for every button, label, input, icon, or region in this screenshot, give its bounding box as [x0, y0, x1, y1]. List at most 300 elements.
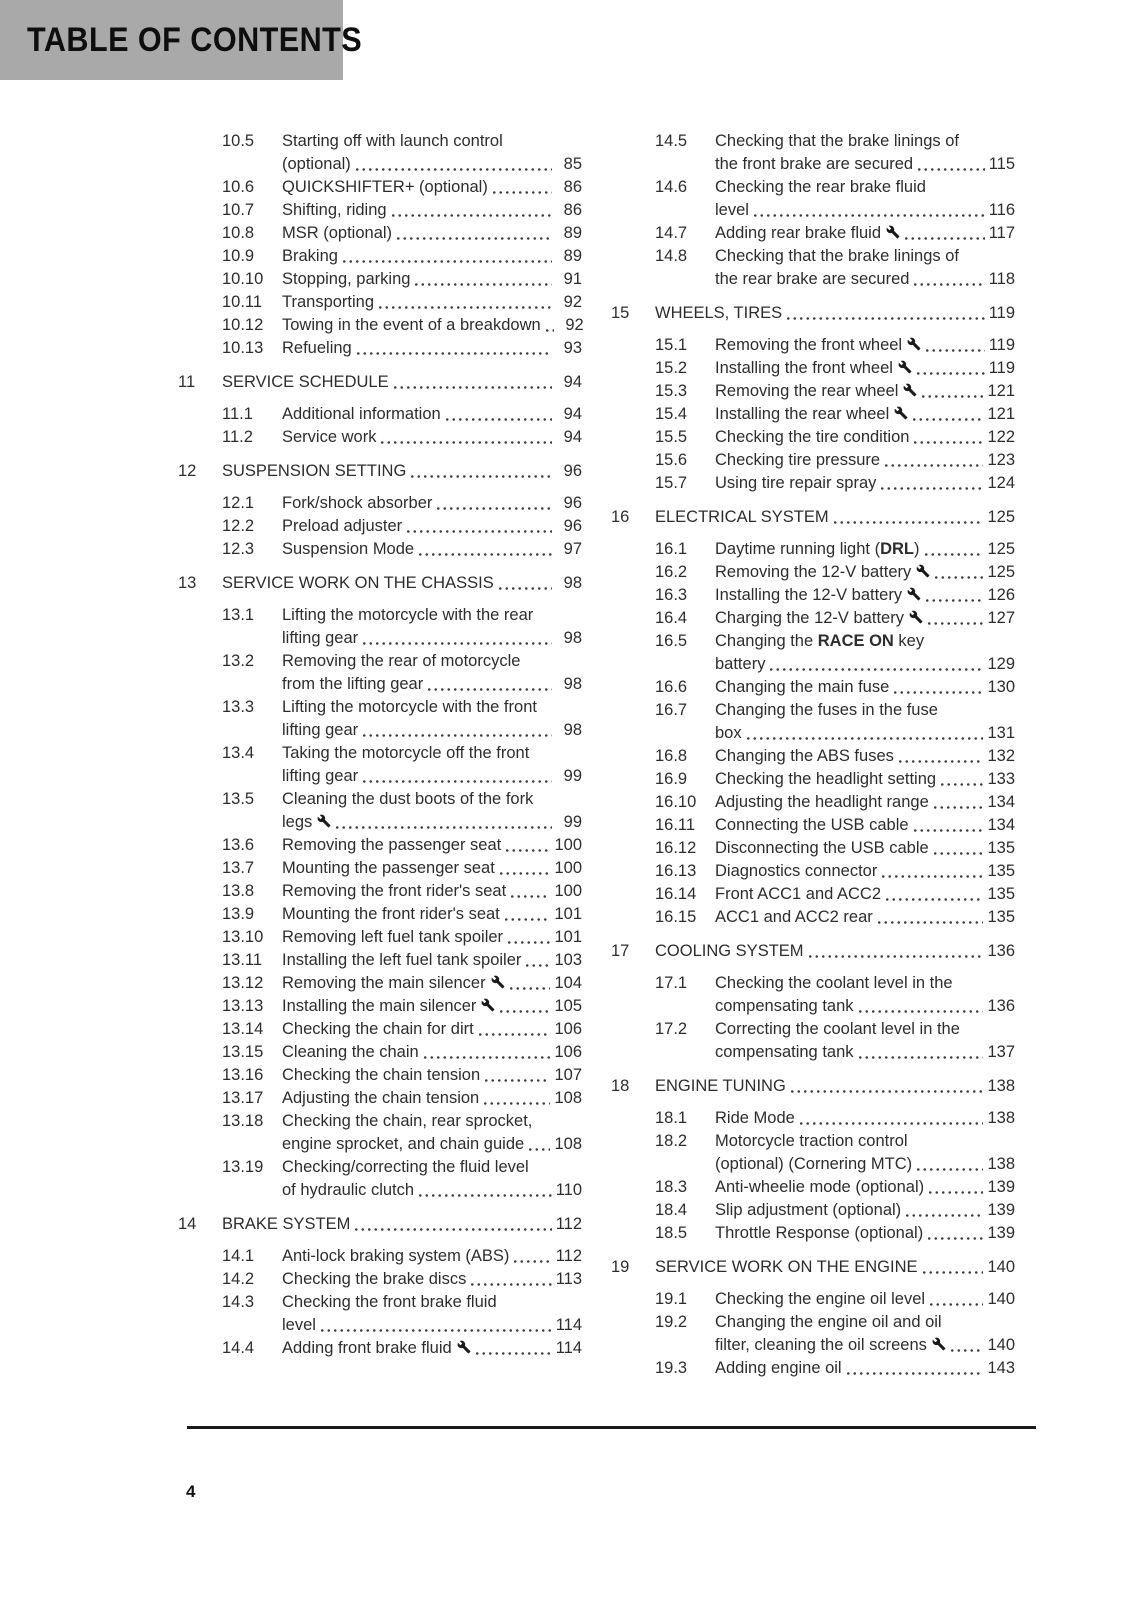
toc-entry-number: 10.13: [222, 339, 264, 357]
toc-chapter-entry: [611, 506, 1015, 529]
toc-entry-body: [715, 357, 1015, 380]
toc-entry-body: [655, 506, 1015, 529]
dot-leader: [390, 199, 552, 222]
dot-leader: [341, 245, 552, 268]
toc-entry-last-line: [715, 814, 1015, 837]
page-number: 4: [186, 1482, 196, 1501]
toc-entry-page: 92: [565, 316, 584, 334]
toc-entry-page: 132: [987, 747, 1015, 765]
toc-entry-body: [715, 538, 1015, 561]
toc-entry-last-line: [715, 768, 1015, 791]
toc-entry-page: 114: [555, 1339, 582, 1357]
toc-entry: [178, 834, 582, 857]
toc-entry-body: [715, 883, 1015, 906]
toc-entry-number: 16.12: [655, 839, 697, 857]
toc-entry-last-line: [715, 1199, 1015, 1222]
toc-entry-title: Braking: [282, 247, 338, 265]
dot-leader: [426, 673, 552, 696]
toc-entry-title: from the lifting gear: [282, 675, 424, 693]
dot-leader: [527, 1133, 550, 1156]
toc-entry-title: Anti-lock braking system (ABS): [282, 1247, 510, 1265]
toc-entry-title-line: Cleaning the dust boots of the fork: [282, 790, 534, 808]
toc-entry-number: 15: [611, 304, 630, 322]
toc-entry-last-line: [715, 745, 1015, 768]
toc-entry-title: Removing the front wheel: [715, 334, 921, 357]
toc-entry-page: 98: [563, 629, 582, 647]
toc-entry-title: ELECTRICAL SYSTEM: [655, 508, 829, 526]
dot-leader: [879, 472, 983, 495]
toc-entry: [611, 814, 1015, 837]
toc-entry-title: Mounting the front rider's seat: [282, 905, 500, 923]
toc-entry-title-line: Removing the rear of motorcycle: [282, 652, 521, 670]
toc-entry-page: 135: [987, 839, 1015, 857]
toc-entry-number: 13.19: [222, 1158, 264, 1176]
dot-leader: [422, 1041, 551, 1064]
toc-entry: [611, 791, 1015, 814]
toc-entry-title: Installing the 12-V battery: [715, 584, 921, 607]
toc-entry: [611, 334, 1015, 357]
toc-entry-page: 96: [563, 462, 582, 480]
toc-entry-body: [655, 302, 1015, 325]
toc-entry-body: [715, 1018, 1015, 1064]
toc-entry-title: Adding engine oil: [715, 1359, 842, 1377]
wrench-icon: [894, 406, 908, 420]
toc-entry: [611, 699, 1015, 745]
toc-entry-number: 18.5: [655, 1224, 688, 1242]
toc-entry-last-line: [715, 906, 1015, 929]
dot-leader: [932, 837, 984, 860]
toc-entry-title: Removing the passenger seat: [282, 836, 502, 854]
dot-leader: [807, 940, 984, 963]
toc-entry-body: [715, 676, 1015, 699]
toc-entry-last-line: [715, 449, 1015, 472]
dot-leader: [377, 291, 552, 314]
toc-entry-number: 16.7: [655, 701, 688, 719]
toc-entry: [611, 1130, 1015, 1176]
toc-entry-title-line: Checking the front brake fluid: [282, 1293, 497, 1311]
dot-leader: [334, 811, 552, 834]
toc-entry-title: Refueling: [282, 339, 352, 357]
toc-entry-last-line: [715, 561, 1015, 584]
toc-entry-last-line: [282, 403, 582, 426]
dot-leader: [884, 883, 983, 906]
toc-entry-number: 12.3: [222, 540, 255, 558]
toc-entry-last-line: [282, 949, 582, 972]
toc-entry-title: Changing the main fuse: [715, 678, 890, 696]
toc-entry-last-line: [282, 1314, 582, 1337]
toc-entry-number: 15.3: [655, 382, 688, 400]
toc-entry-page: 140: [987, 1336, 1015, 1354]
toc-entry-title: Removing the rear wheel: [715, 380, 917, 403]
toc-entry-number: 16.15: [655, 908, 697, 926]
toc-entry: [178, 1087, 582, 1110]
toc-entry: [178, 1245, 582, 1268]
toc-entry-number: 15.6: [655, 451, 688, 469]
wrench-icon: [916, 564, 930, 578]
toc-entry-last-line: [715, 837, 1015, 860]
toc-entry-last-line: [282, 673, 582, 696]
toc-entry-last-line: [715, 995, 1015, 1018]
toc-entry-title: BRAKE SYSTEM: [222, 1215, 351, 1233]
toc-entry-title-line: Checking that the brake linings of: [715, 132, 959, 150]
toc-entry: [611, 676, 1015, 699]
dot-leader: [512, 1245, 551, 1268]
toc-entry-body: [715, 561, 1015, 584]
toc-entry-body: [282, 1245, 582, 1268]
dot-leader: [915, 357, 985, 380]
toc-entry-page: 100: [554, 836, 582, 854]
toc-entry-number: 13.17: [222, 1089, 264, 1107]
toc-entry-page: 126: [987, 586, 1015, 604]
toc-entry-page: 94: [563, 405, 582, 423]
toc-entry-last-line: [282, 1133, 582, 1156]
toc-entry-body: [282, 604, 582, 650]
toc-entry-number: 19.3: [655, 1359, 688, 1377]
toc-entry: [178, 337, 582, 360]
dot-leader: [361, 719, 552, 742]
toc-entry-title: Diagnostics connector: [715, 862, 878, 880]
toc-entry: [178, 130, 582, 176]
wrench-icon: [907, 337, 921, 351]
toc-entry: [611, 176, 1015, 222]
dot-leader: [752, 199, 985, 222]
toc-entry: [178, 696, 582, 742]
toc-entry-number: 10.11: [222, 293, 263, 311]
toc-entry-title: level: [282, 1316, 316, 1334]
dot-leader: [483, 1064, 550, 1087]
toc-entry-last-line: [715, 403, 1015, 426]
toc-entry-page: 136: [987, 997, 1015, 1015]
dot-leader: [768, 653, 983, 676]
toc-entry: [611, 245, 1015, 291]
toc-entry-title: Removing the 12-V battery: [715, 561, 930, 584]
toc-entry-page: 107: [554, 1066, 582, 1084]
toc-entry-page: 114: [555, 1316, 582, 1334]
dot-leader: [482, 1087, 550, 1110]
toc-entry-page: 116: [988, 201, 1015, 219]
toc-entry-number: 14.7: [655, 224, 688, 242]
toc-entry-page: 108: [554, 1089, 582, 1107]
dot-leader: [903, 222, 985, 245]
toc-entry-page: 143: [987, 1359, 1015, 1377]
toc-entry: [611, 1107, 1015, 1130]
toc-entry-body: [715, 1176, 1015, 1199]
toc-entry-last-line: [282, 1245, 582, 1268]
toc-entry-body: [282, 403, 582, 426]
dot-leader: [745, 722, 984, 745]
toc-entry-body: [282, 130, 582, 176]
toc-entry-last-line: [282, 834, 582, 857]
toc-entry-last-line: [282, 1179, 582, 1202]
toc-entry: [178, 926, 582, 949]
dot-leader: [497, 572, 552, 595]
toc-entry: [178, 880, 582, 903]
toc-entry-last-line: [282, 1268, 582, 1291]
toc-entry-body: [655, 1075, 1015, 1098]
toc-entry-title: box: [715, 724, 742, 742]
toc-entry-body: [282, 834, 582, 857]
toc-entry-last-line: [715, 607, 1015, 630]
toc-entry: [178, 604, 582, 650]
toc-entry-page: 106: [554, 1043, 582, 1061]
toc-entry-last-line: [282, 268, 582, 291]
toc-entry-page: 103: [554, 951, 582, 969]
toc-entry-last-line: [282, 245, 582, 268]
toc-entry-last-line: [655, 1075, 1015, 1098]
toc-entry-title: Using tire repair spray: [715, 474, 877, 492]
toc-entry-page: 125: [987, 540, 1015, 558]
toc-entry-body: [715, 1288, 1015, 1311]
toc-entry-body: [715, 130, 1015, 176]
toc-entry: [611, 768, 1015, 791]
toc-entry-title: (optional): [282, 155, 351, 173]
wrench-icon: [491, 975, 505, 989]
toc-entry-title: Adding rear brake fluid: [715, 222, 900, 245]
toc-chapter-entry: [178, 1213, 582, 1236]
toc-entry-page: 101: [554, 928, 582, 946]
dot-leader: [354, 153, 552, 176]
dot-leader: [392, 371, 552, 394]
toc-entry-title: Installing the main silencer: [282, 995, 495, 1018]
toc-entry-number: 13.8: [222, 882, 255, 900]
toc-entry-page: 140: [987, 1290, 1015, 1308]
toc-entry-body: [222, 371, 582, 394]
toc-entry-title: Installing the front wheel: [715, 357, 912, 380]
toc-entry-page: 122: [987, 428, 1015, 446]
wrench-icon: [932, 1337, 946, 1351]
toc-entry-title: Removing left fuel tank spoiler: [282, 928, 504, 946]
toc-entry-body: [282, 1268, 582, 1291]
toc-entry: [611, 1018, 1015, 1064]
toc-entry-number: 13.13: [222, 997, 264, 1015]
bold-term: DRL: [880, 540, 914, 558]
dot-leader: [927, 1176, 983, 1199]
toc-entry-body: [715, 403, 1015, 426]
dot-leader: [353, 1213, 551, 1236]
toc-entry-title: Daytime running light (DRL): [715, 540, 920, 558]
toc-entry-last-line: [655, 302, 1015, 325]
toc-entry-last-line: [715, 222, 1015, 245]
toc-entry-number: 18.4: [655, 1201, 688, 1219]
toc-entry: [178, 1337, 582, 1360]
toc-entry-body: [282, 949, 582, 972]
toc-entry-body: [282, 1110, 582, 1156]
toc-entry: [178, 1156, 582, 1202]
toc-entry-number: 13.7: [222, 859, 255, 877]
toc-entry-number: 13.3: [222, 698, 255, 716]
toc-entry-number: 16.3: [655, 586, 688, 604]
toc-entry: [611, 607, 1015, 630]
toc-entry-number: 14.8: [655, 247, 688, 265]
toc-entry-page: 135: [987, 885, 1015, 903]
dot-leader: [904, 1199, 983, 1222]
dot-leader: [897, 745, 984, 768]
toc-entry-number: 10.9: [222, 247, 255, 265]
toc-entry-body: [282, 268, 582, 291]
toc-entry-number: 13.14: [222, 1020, 264, 1038]
toc-entry: [178, 903, 582, 926]
toc-entry-body: [715, 906, 1015, 929]
dot-leader: [857, 995, 984, 1018]
toc-entry-title: lifting gear: [282, 767, 359, 785]
toc-entry-last-line: [282, 627, 582, 650]
toc-entry-last-line: [282, 1337, 582, 1360]
toc-entry-number: 13: [178, 574, 197, 592]
toc-entry-body: [282, 314, 582, 337]
toc-entry: [611, 860, 1015, 883]
toc-entry-number: 17: [611, 942, 630, 960]
toc-entry: [611, 403, 1015, 426]
toc-chapter-entry: [611, 302, 1015, 325]
toc-entry-last-line: [715, 334, 1015, 357]
dot-leader: [405, 515, 552, 538]
toc-entry-number: 15.7: [655, 474, 688, 492]
toc-entry-page: 94: [563, 373, 582, 391]
toc-entry-body: [282, 291, 582, 314]
toc-entry-title: legs: [282, 811, 331, 834]
toc-entry-last-line: [282, 176, 582, 199]
toc-entry: [178, 857, 582, 880]
toc-entry-page: 89: [563, 247, 582, 265]
toc-entry-title: ACC1 and ACC2 rear: [715, 908, 873, 926]
toc-entry-title: lifting gear: [282, 721, 359, 739]
toc-entry-body: [715, 334, 1015, 357]
toc-entry: [611, 630, 1015, 676]
toc-entry-body: [282, 1291, 582, 1337]
toc-entry-body: [715, 1222, 1015, 1245]
toc-entry-number: 16: [611, 508, 630, 526]
toc-entry-body: [282, 492, 582, 515]
toc-entry: [178, 291, 582, 314]
toc-entry-body: [282, 199, 582, 222]
toc-entry-number: 18.3: [655, 1178, 688, 1196]
toc-entry-last-line: [282, 926, 582, 949]
dot-leader: [926, 607, 984, 630]
toc-entry-page: 108: [554, 1135, 582, 1153]
toc-entry-last-line: [222, 1213, 582, 1236]
dot-leader: [949, 1334, 984, 1357]
toc-entry-title: Removing the main silencer: [282, 972, 505, 995]
dot-leader: [924, 584, 983, 607]
toc-entry-title: Stopping, parking: [282, 270, 411, 288]
toc-entry-body: [282, 857, 582, 880]
toc-entry-last-line: [715, 860, 1015, 883]
toc-entry-last-line: [715, 676, 1015, 699]
toc-entry: [611, 906, 1015, 929]
toc-entry-page: 113: [555, 1270, 582, 1288]
toc-entry-last-line: [655, 940, 1015, 963]
toc-entry: [611, 426, 1015, 449]
toc-entry-page: 96: [563, 494, 582, 512]
toc-entry-title: the rear brake are secured: [715, 270, 910, 288]
toc-entry-last-line: [655, 506, 1015, 529]
toc-entry-page: 97: [563, 540, 582, 558]
toc-entry-body: [715, 449, 1015, 472]
toc-entry: [178, 268, 582, 291]
toc-entry-body: [715, 472, 1015, 495]
toc-entry-page: 134: [987, 793, 1015, 811]
wrench-icon: [903, 383, 917, 397]
toc-entry: [178, 492, 582, 515]
toc-chapter-entry: [611, 940, 1015, 963]
dot-leader: [524, 949, 550, 972]
toc-entry-title: Charging the 12-V battery: [715, 607, 923, 630]
toc-entry-page: 105: [554, 997, 582, 1015]
toc-entry-title: of hydraulic clutch: [282, 1181, 415, 1199]
toc-entry-last-line: [282, 765, 582, 788]
toc-entry-body: [715, 607, 1015, 630]
toc-entry-body: [715, 1199, 1015, 1222]
toc-entry-title: Anti-wheelie mode (optional): [715, 1178, 925, 1196]
toc-entry-number: 11.2: [222, 428, 253, 446]
toc-entry-title: Shifting, riding: [282, 201, 387, 219]
toc-entry-title: compensating tank: [715, 1043, 854, 1061]
toc-entry-number: 10.12: [222, 316, 264, 334]
toc-entry-body: [282, 995, 582, 1018]
toc-entry-body: [715, 837, 1015, 860]
toc-entry-page: 138: [987, 1109, 1015, 1127]
wrench-icon: [907, 587, 921, 601]
toc-entry-body: [282, 1337, 582, 1360]
toc-entry-page: 100: [554, 859, 582, 877]
toc-entry: [611, 745, 1015, 768]
bold-term: RACE ON: [817, 632, 894, 650]
toc-entry-title: Service work: [282, 428, 377, 446]
toc-entry-page: 112: [555, 1215, 582, 1233]
toc-entry-number: 13.10: [222, 928, 264, 946]
toc-entry-page: 98: [563, 675, 582, 693]
toc-entry-number: 10.10: [222, 270, 264, 288]
toc-entry-number: 12.2: [222, 517, 255, 535]
dot-leader: [491, 176, 552, 199]
wrench-icon: [481, 998, 495, 1012]
toc-entry-number: 14: [178, 1215, 197, 1233]
toc-entry: [178, 245, 582, 268]
toc-entry-title-line: Taking the motorcycle off the front: [282, 744, 530, 762]
toc-entry-last-line: [282, 880, 582, 903]
toc-entry-page: 139: [987, 1201, 1015, 1219]
toc-entry-body: [282, 1041, 582, 1064]
toc-entry-title: Checking tire pressure: [715, 451, 881, 469]
dot-leader: [355, 337, 552, 360]
dot-leader: [926, 1222, 983, 1245]
toc-entry-last-line: [715, 268, 1015, 291]
toc-entry-title-line: Changing the fuses in the fuse: [715, 701, 938, 719]
toc-entry-last-line: [282, 995, 582, 1018]
toc-entry-title: COOLING SYSTEM: [655, 942, 804, 960]
dot-leader: [857, 1041, 984, 1064]
toc-entry-last-line: [715, 472, 1015, 495]
toc-entry-title: SERVICE WORK ON THE CHASSIS: [222, 574, 494, 592]
toc-entry-last-line: [282, 1087, 582, 1110]
toc-chapter-entry: [178, 460, 582, 483]
toc-entry-page: 130: [987, 678, 1015, 696]
dot-leader: [417, 538, 552, 561]
toc-entry-number: 13.16: [222, 1066, 264, 1084]
toc-entry-page: 106: [554, 1020, 582, 1038]
toc-entry-title-line: Checking the chain, rear sprocket,: [282, 1112, 533, 1130]
toc-entry-title-line: Changing the engine oil and oil: [715, 1313, 942, 1331]
toc-entry-number: 16.9: [655, 770, 688, 788]
toc-entry: [611, 1199, 1015, 1222]
toc-entry-number: 13.18: [222, 1112, 264, 1130]
toc-entry-number: 10.8: [222, 224, 255, 242]
toc-entry: [611, 584, 1015, 607]
toc-entry: [611, 357, 1015, 380]
toc-entry-last-line: [715, 153, 1015, 176]
toc-entry-last-line: [715, 1041, 1015, 1064]
toc-entry-page: 99: [563, 813, 582, 831]
